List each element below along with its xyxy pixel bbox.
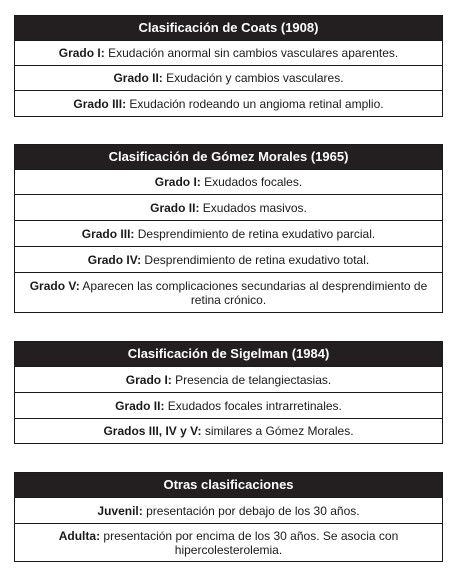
row-text: Exudación y cambios vasculares. (162, 71, 344, 85)
row-text: Exudados focales intrarretinales. (164, 398, 342, 413)
row-text: Exudados focales. (200, 175, 303, 189)
table-row (15, 90, 442, 116)
row-label: Grado IV: (87, 252, 142, 267)
table-row (15, 246, 442, 272)
table-header: Clasificación de Gómez Morales (1965) (15, 145, 442, 169)
row-label: Grado II: (113, 71, 163, 85)
table-header: Clasificación de Coats (1908) (15, 16, 442, 40)
row-text: presentación por encima de los 30 años. Se asocia con hipercolesterolemia. (100, 528, 399, 557)
row-text: presentación por debajo de los 30 años. (142, 503, 360, 518)
row-text: Exudación anormal sin cambios vasculares aparentes. (104, 46, 399, 60)
table-row (15, 194, 442, 220)
table-row (15, 272, 442, 312)
table-row (15, 523, 442, 561)
row-label: Grado II: (150, 200, 200, 215)
table-row (15, 65, 442, 90)
row-label: Grado I: (58, 46, 105, 60)
row-text: Desprendimiento de retina exudativo parcial. (134, 226, 376, 241)
table-header: Clasificación de Sigelman (1984) (15, 342, 442, 366)
row-text: Desprendimiento de retina exudativo total. (141, 252, 370, 267)
coats-classification-table (14, 15, 443, 117)
row-label: Grados III, IV y V: (103, 424, 202, 438)
row-text: Exudados masivos. (199, 200, 307, 215)
row-label: Grado I: (154, 175, 201, 189)
row-text: Aparecen las complicaciones secundarias al desprendimiento de retina crónico. (79, 278, 428, 307)
row-label: Grado III: (73, 96, 127, 111)
sigelman-classification-table (14, 341, 443, 444)
table-row (15, 497, 442, 523)
row-text: Exudación rodeando un angioma retinal amplio. (126, 96, 384, 111)
other-classifications-table (14, 472, 443, 562)
row-label: Juvenil: (97, 503, 143, 518)
table-row (15, 220, 442, 246)
row-label: Grado III: (81, 226, 135, 241)
table-row (15, 366, 442, 392)
row-label: Grado I: (125, 372, 172, 387)
row-label: Grado II: (115, 398, 165, 413)
row-text: similares a Gómez Morales. (201, 424, 354, 438)
table-row (15, 40, 442, 65)
table-header: Otras clasificaciones (15, 473, 442, 497)
gomez-morales-classification-table (14, 144, 443, 313)
table-row (15, 418, 442, 443)
table-row (15, 392, 442, 418)
row-text: Presencia de telangiectasias. (171, 372, 332, 387)
row-label: Adulta: (58, 528, 101, 543)
row-label: Grado V: (29, 278, 80, 293)
table-row (15, 169, 442, 194)
